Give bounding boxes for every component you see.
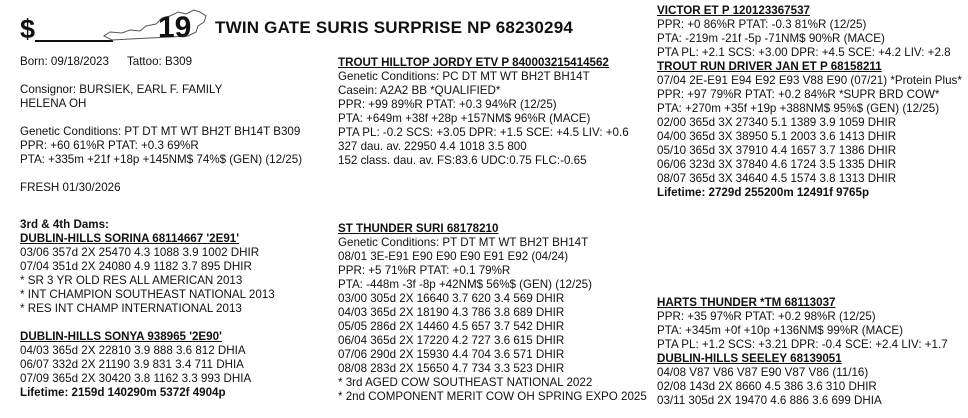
genetic-conditions: Genetic Conditions: PT DT MT WT BH2T BH14T B309 bbox=[20, 125, 301, 138]
paternal-grandsire-line: PTA: -219m -21f -5p -71NM$ 90%R (MACE) bbox=[657, 32, 885, 45]
dam-record: 04/03 365d 2X 18190 4.3 786 3.8 689 DHIR bbox=[338, 306, 565, 319]
sire-line: Casein: A2A2 BB *QUALIFIED* bbox=[338, 84, 501, 97]
dam-line: Genetic Conditions: PT DT MT WT BH2T BH14T bbox=[338, 236, 589, 249]
paternal-granddam-lifetime: Lifetime: 2729d 255200m 12491f 9765p bbox=[657, 186, 870, 199]
maternal-granddam-record: 02/08 143d 2X 8660 4.5 386 3.6 310 DHIR bbox=[657, 380, 877, 393]
third-dam-award: * INT CHAMPION SOUTHEAST NATIONAL 2013 bbox=[20, 288, 275, 301]
dam-record: 05/05 286d 2X 14460 4.5 657 3.7 542 DHIR bbox=[338, 320, 565, 333]
dam-name: ST THUNDER SURI 68178210 bbox=[338, 222, 499, 235]
price-dollar-sign: $ bbox=[20, 14, 36, 44]
lot-number: 19 bbox=[158, 11, 192, 44]
paternal-grandsire-line: PTA PL: +2.1 SCS: +3.00 DPR: +4.5 SCE: +4.2 LIV: +2.8 bbox=[657, 46, 951, 59]
born-date: Born: 09/18/2023 bbox=[20, 55, 109, 68]
dam-record: 08/08 283d 2X 15650 4.7 734 3.3 523 DHIR bbox=[338, 362, 565, 375]
fourth-dam-lifetime: Lifetime: 2159d 140290m 5372f 4904p bbox=[20, 386, 226, 399]
fourth-dam-record: 06/07 332d 2X 21190 3.9 831 3.4 711 DHIA bbox=[20, 358, 244, 371]
sire-line: 327 dau. av. 22950 4.4 1018 3.5 800 bbox=[338, 140, 527, 153]
paternal-grandsire-line: PPR: +0 86%R PTAT: -0.3 81%R (12/25) bbox=[657, 18, 867, 31]
ppr-line: PPR: +60 61%R PTAT: +0.3 69%R bbox=[20, 139, 199, 152]
tattoo: Tattoo: B309 bbox=[126, 55, 193, 68]
fourth-dam-record: 04/03 365d 2X 22810 3.9 888 3.6 812 DHIA bbox=[20, 344, 246, 357]
sire-block bbox=[338, 56, 629, 168]
dams-heading: 3rd & 4th Dams: bbox=[20, 218, 109, 231]
third-dam-award: * RES INT CHAMP INTERNATIONAL 2013 bbox=[20, 302, 242, 315]
third-dam-name: DUBLIN-HILLS SORINA 68114667 '2E91' bbox=[20, 232, 240, 245]
maternal-granddam-name: DUBLIN-HILLS SEELEY 68139051 bbox=[657, 352, 842, 365]
maternal-granddam-line: 04/08 V87 V86 V87 E90 V87 V86 (11/16) bbox=[657, 366, 869, 379]
third-dam-record: 03/06 357d 2X 25470 4.3 1088 3.9 1002 DHIR bbox=[20, 246, 260, 259]
animal-title: TWIN GATE SURIS SURPRISE NP 68230294 bbox=[215, 18, 574, 37]
paternal-granddam-record: 02/00 365d 3X 27340 5.1 1389 3.9 1059 DHIR bbox=[657, 116, 897, 129]
sire-line: PPR: +99 89%R PTAT: +0.3 94%R (12/25) bbox=[338, 98, 557, 111]
sire-line: PTA PL: -0.2 SCS: +3.05 DPR: +1.5 SCE: +4.5 LIV: +0.6 bbox=[338, 126, 629, 139]
paternal-granddam-name: TROUT RUN DRIVER JAN ET P 68158211 bbox=[657, 60, 882, 73]
paternal-granddam-line: PPR: +97 79%R PTAT: +0.2 84%R *SUPR BRD COW* bbox=[657, 88, 940, 101]
third-dam-award: * SR 3 YR OLD RES ALL AMERICAN 2013 bbox=[20, 274, 243, 287]
kentucky-outline-icon bbox=[100, 6, 210, 44]
maternal-granddam-record: 03/11 305d 2X 19470 4.6 886 3.6 699 DHIA bbox=[657, 394, 882, 407]
consignor-name: Consignor: BURSIEK, EARL F. FAMILY bbox=[20, 83, 223, 96]
paternal-granddam-line: PTA: +270m +35f +19p +388NM$ 95%$ (GEN) (12/25) bbox=[657, 102, 940, 115]
paternal-block bbox=[657, 4, 962, 200]
sire-name: TROUT HILLTOP JORDY ETV P 840003215414562 bbox=[338, 56, 609, 69]
fresh-date: FRESH 01/30/2026 bbox=[20, 181, 121, 194]
maternal-grandsire-line: PTA: +345m +0f +10p +136NM$ 99%R (MACE) bbox=[657, 324, 903, 337]
paternal-grandsire-name: VICTOR ET P 120123367537 bbox=[657, 4, 810, 17]
dam-record: 06/04 365d 2X 17220 4.2 727 3.6 615 DHIR bbox=[338, 334, 565, 347]
dam-block bbox=[338, 222, 647, 404]
dam-line: PPR: +5 71%R PTAT: +0.1 79%R bbox=[338, 264, 511, 277]
dam-award: * 2nd COMPONENT MERIT COW OH SPRING EXPO 2025 bbox=[338, 390, 647, 403]
maternal-grandsire-line: PPR: +35 97%R PTAT: +0.2 98%R (12/25) bbox=[657, 310, 876, 323]
dam-award: * 3rd AGED COW SOUTHEAST NATIONAL 2022 bbox=[338, 376, 593, 389]
maternal-grandsire-name: HARTS THUNDER *TM 68113037 bbox=[657, 296, 836, 309]
paternal-granddam-line: 07/04 2E-E91 E94 E92 E93 V88 E90 (07/21) *Protein Plus* bbox=[657, 74, 962, 87]
paternal-granddam-record: 04/00 365d 3X 38950 5.1 2003 3.6 1413 DHIR bbox=[657, 130, 897, 143]
paternal-granddam-record: 06/06 323d 3X 37840 4.6 1724 3.5 1335 DHIR bbox=[657, 158, 897, 171]
paternal-granddam-record: 08/07 365d 3X 34640 4.5 1574 3.8 1313 DHIR bbox=[657, 172, 897, 185]
fourth-dam-record: 07/09 365d 2X 30420 3.8 1162 3.3 993 DHIA bbox=[20, 372, 252, 385]
dam-line: PTA: -448m -3f -8p +42NM$ 56%$ (GEN) (12/25) bbox=[338, 278, 592, 291]
animal-info bbox=[20, 55, 302, 195]
dam-line: 08/01 3E-E91 E90 E90 E90 E91 E92 (04/24) bbox=[338, 250, 569, 263]
consignor-location: HELENA OH bbox=[20, 97, 87, 110]
sire-line: 152 class. dau. av. FS:83.6 UDC:0.75 FLC:-0.65 bbox=[338, 154, 587, 167]
dams-block bbox=[20, 218, 275, 400]
paternal-granddam-record: 05/10 365d 3X 37910 4.4 1657 3.7 1386 DHIR bbox=[657, 144, 897, 157]
fourth-dam-name: DUBLIN-HILLS SONYA 938965 '2E90' bbox=[20, 330, 222, 343]
maternal-block bbox=[657, 296, 948, 408]
maternal-grandsire-line: PTA PL: +1.2 SCS: +3.21 DPR: -0.4 SCE: +2.4 LIV: +1.7 bbox=[657, 338, 948, 351]
pta-line: PTA: +335m +21f +18p +145NM$ 74%$ (GEN) (12/25) bbox=[20, 153, 303, 166]
dam-record: 03/00 305d 2X 16640 3.7 620 3.4 569 DHIR bbox=[338, 292, 565, 305]
dam-record: 07/06 290d 2X 15930 4.4 704 3.6 571 DHIR bbox=[338, 348, 565, 361]
third-dam-record: 07/04 351d 2X 24080 4.9 1182 3.7 895 DHIR bbox=[20, 260, 252, 273]
sire-line: Genetic Conditions: PC DT MT WT BH2T BH14T bbox=[338, 70, 590, 83]
sire-line: PTA: +649m +38f +28p +157NM$ 96%R (MACE) bbox=[338, 112, 591, 125]
